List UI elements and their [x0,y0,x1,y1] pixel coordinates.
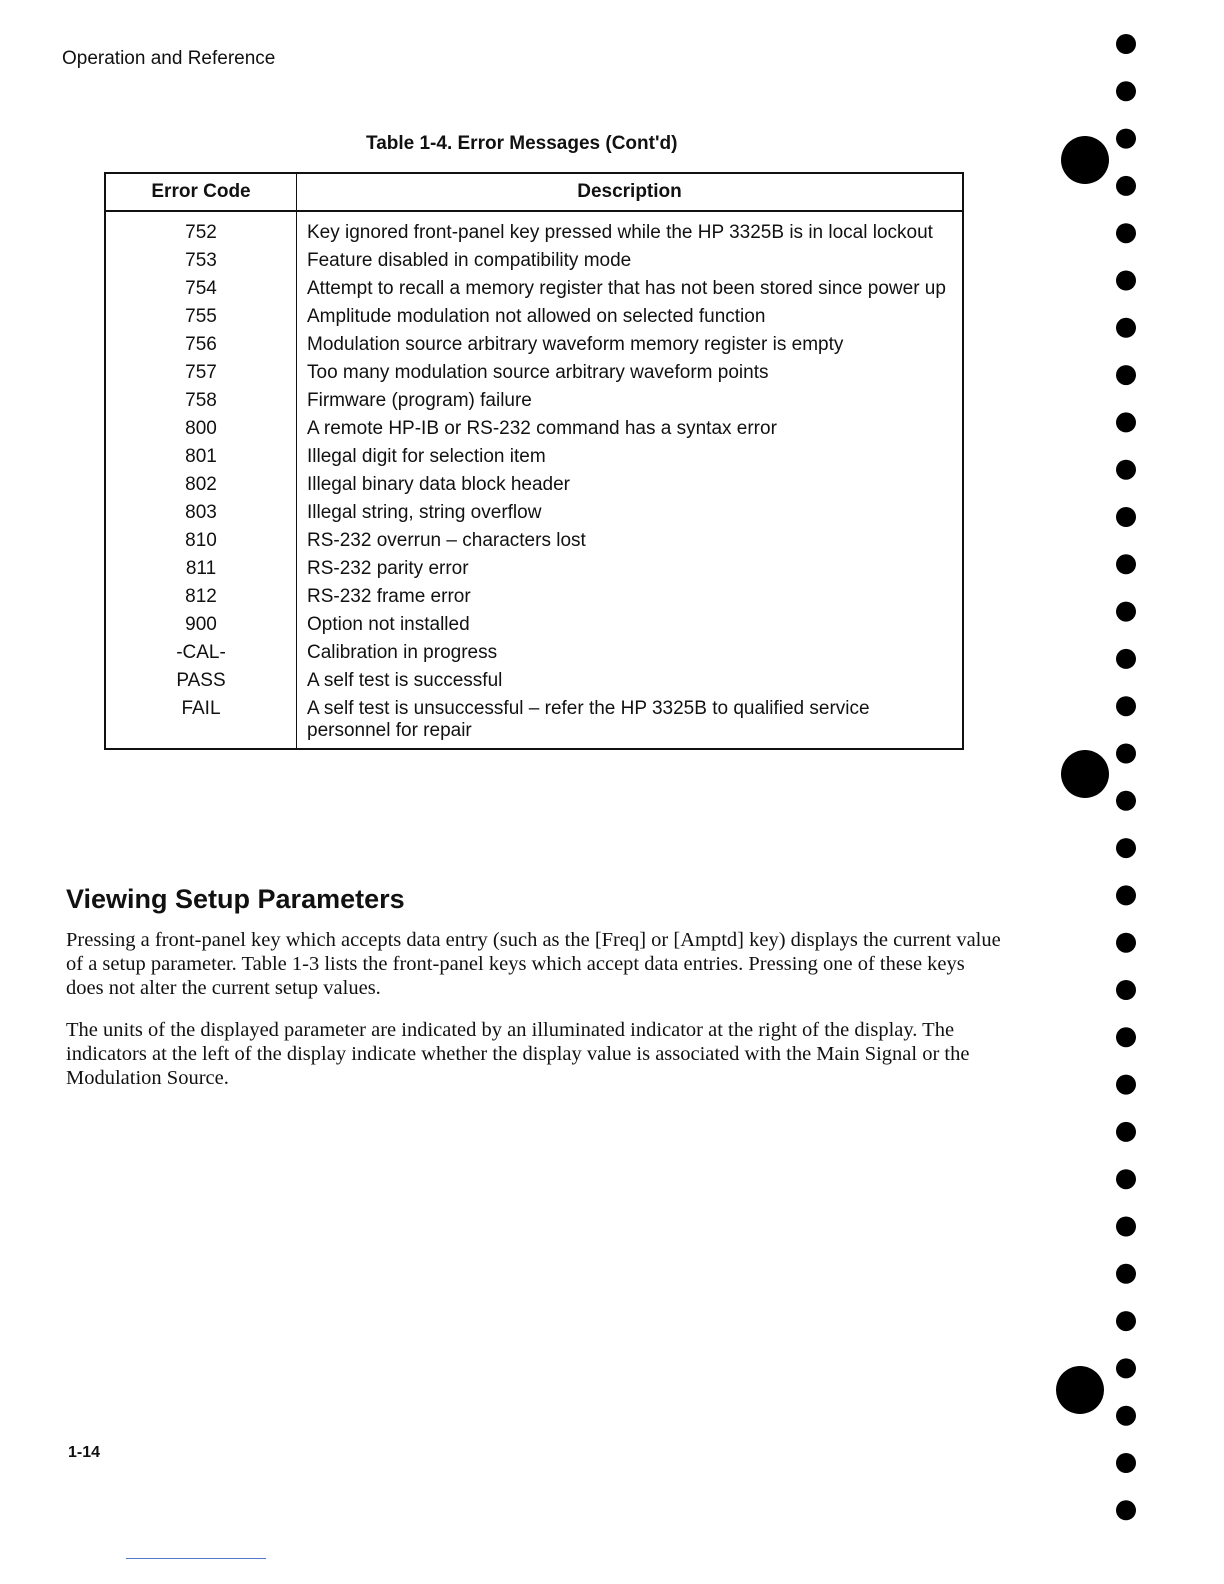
large-binder-hole [1056,1366,1104,1414]
binder-hole [1116,412,1136,432]
section-title: Viewing Setup Parameters [66,884,405,914]
error-code-cell: FAIL [105,695,297,749]
error-code-cell: 756 [105,331,297,359]
binder-hole [1116,602,1136,622]
binder-hole [1116,507,1136,527]
binder-hole [1116,223,1136,243]
paragraph-2: The units of the displayed parameter are indicated by an illuminated indicator at the right of the display. The indicators at the left of the display indicate whether the display value is associated with the Main Signal or the Modulation Source. [66,1019,970,1089]
error-code-cell: 803 [105,499,297,527]
description-cell: Amplitude modulation not allowed on selected function [307,306,766,327]
binder-hole [1116,838,1136,858]
error-code-cell: 811 [105,555,297,583]
binder-hole [1116,1217,1136,1237]
error-code-cell: 752 [105,211,297,247]
description-cell: A self test is unsuccessful – refer the HP 3325B to qualified service personnel for repair [307,698,870,741]
binder-hole [1116,81,1136,101]
binder-hole [1116,933,1136,953]
binder-hole [1116,365,1136,385]
paragraph-1: Pressing a front-panel key which accepts data entry (such as the [Freq] or [Amptd] key) displays the current value of a setup parameter. Table 1-3 lists the front-panel keys which accept data entries. Pressing one of these keys does not alter the current setup values. [66,929,1001,999]
error-code-cell: 812 [105,583,297,611]
binder-hole [1116,554,1136,574]
binder-hole [1116,1264,1136,1284]
error-code-cell: 758 [105,387,297,415]
description-cell: Firmware (program) failure [307,390,532,411]
description-cell: Feature disabled in compatibility mode [307,250,632,271]
binder-hole [1116,176,1136,196]
binder-hole [1116,649,1136,669]
binder-hole [1116,1358,1136,1378]
binder-hole [1116,744,1136,764]
binder-hole [1116,34,1136,54]
binder-hole [1116,1075,1136,1095]
running-header: Operation and Reference [62,48,276,69]
error-code-cell: 755 [105,303,297,331]
binder-hole [1116,460,1136,480]
description-cell: Option not installed [307,614,470,635]
error-code-cell: 810 [105,527,297,555]
description-cell: Illegal binary data block header [307,474,571,495]
error-code-cell: 802 [105,471,297,499]
binder-hole [1116,1311,1136,1331]
binder-hole [1116,696,1136,716]
description-cell: RS-232 frame error [307,586,471,607]
binder-hole [1116,318,1136,338]
error-code-cell: PASS [105,667,297,695]
description-cell: A remote HP-IB or RS-232 command has a syntax error [307,418,777,439]
error-code-cell: 800 [105,415,297,443]
binder-hole [1116,791,1136,811]
description-cell: RS-232 parity error [307,558,469,579]
binder-hole [1116,129,1136,149]
description-cell: Key ignored front-panel key pressed while the HP 3325B is in local lockout [307,222,933,243]
description-cell: A self test is successful [307,670,503,691]
error-code-cell: 753 [105,247,297,275]
binder-hole [1116,1122,1136,1142]
error-code-cell: 900 [105,611,297,639]
binder-hole [1116,1406,1136,1426]
binder-hole [1116,1169,1136,1189]
description-cell: Attempt to recall a memory register that has not been stored since power up [307,278,946,299]
binder-hole [1116,980,1136,1000]
binder-hole [1116,1027,1136,1047]
binder-hole [1116,1453,1136,1473]
description-cell: Illegal string, string overflow [307,502,542,523]
binder-hole [1116,885,1136,905]
error-code-cell: 754 [105,275,297,303]
page-number: 1-14 [68,1444,101,1461]
description-cell: Modulation source arbitrary waveform memory register is empty [307,334,844,355]
table-caption: Table 1-4. Error Messages (Cont'd) [366,133,678,154]
large-binder-hole [1061,136,1109,184]
description-cell: RS-232 overrun – characters lost [307,530,586,551]
error-code-cell: 757 [105,359,297,387]
binder-hole [1116,271,1136,291]
column-header-description: Description [297,173,964,211]
column-header-error-code: Error Code [105,173,297,211]
binder-hole [1116,1500,1136,1520]
description-cell: Calibration in progress [307,642,498,663]
error-code-cell: 801 [105,443,297,471]
error-code-cell: -CAL- [105,639,297,667]
large-binder-hole [1061,750,1109,798]
description-cell: Too many modulation source arbitrary waveform points [307,362,769,383]
description-cell: Illegal digit for selection item [307,446,546,467]
